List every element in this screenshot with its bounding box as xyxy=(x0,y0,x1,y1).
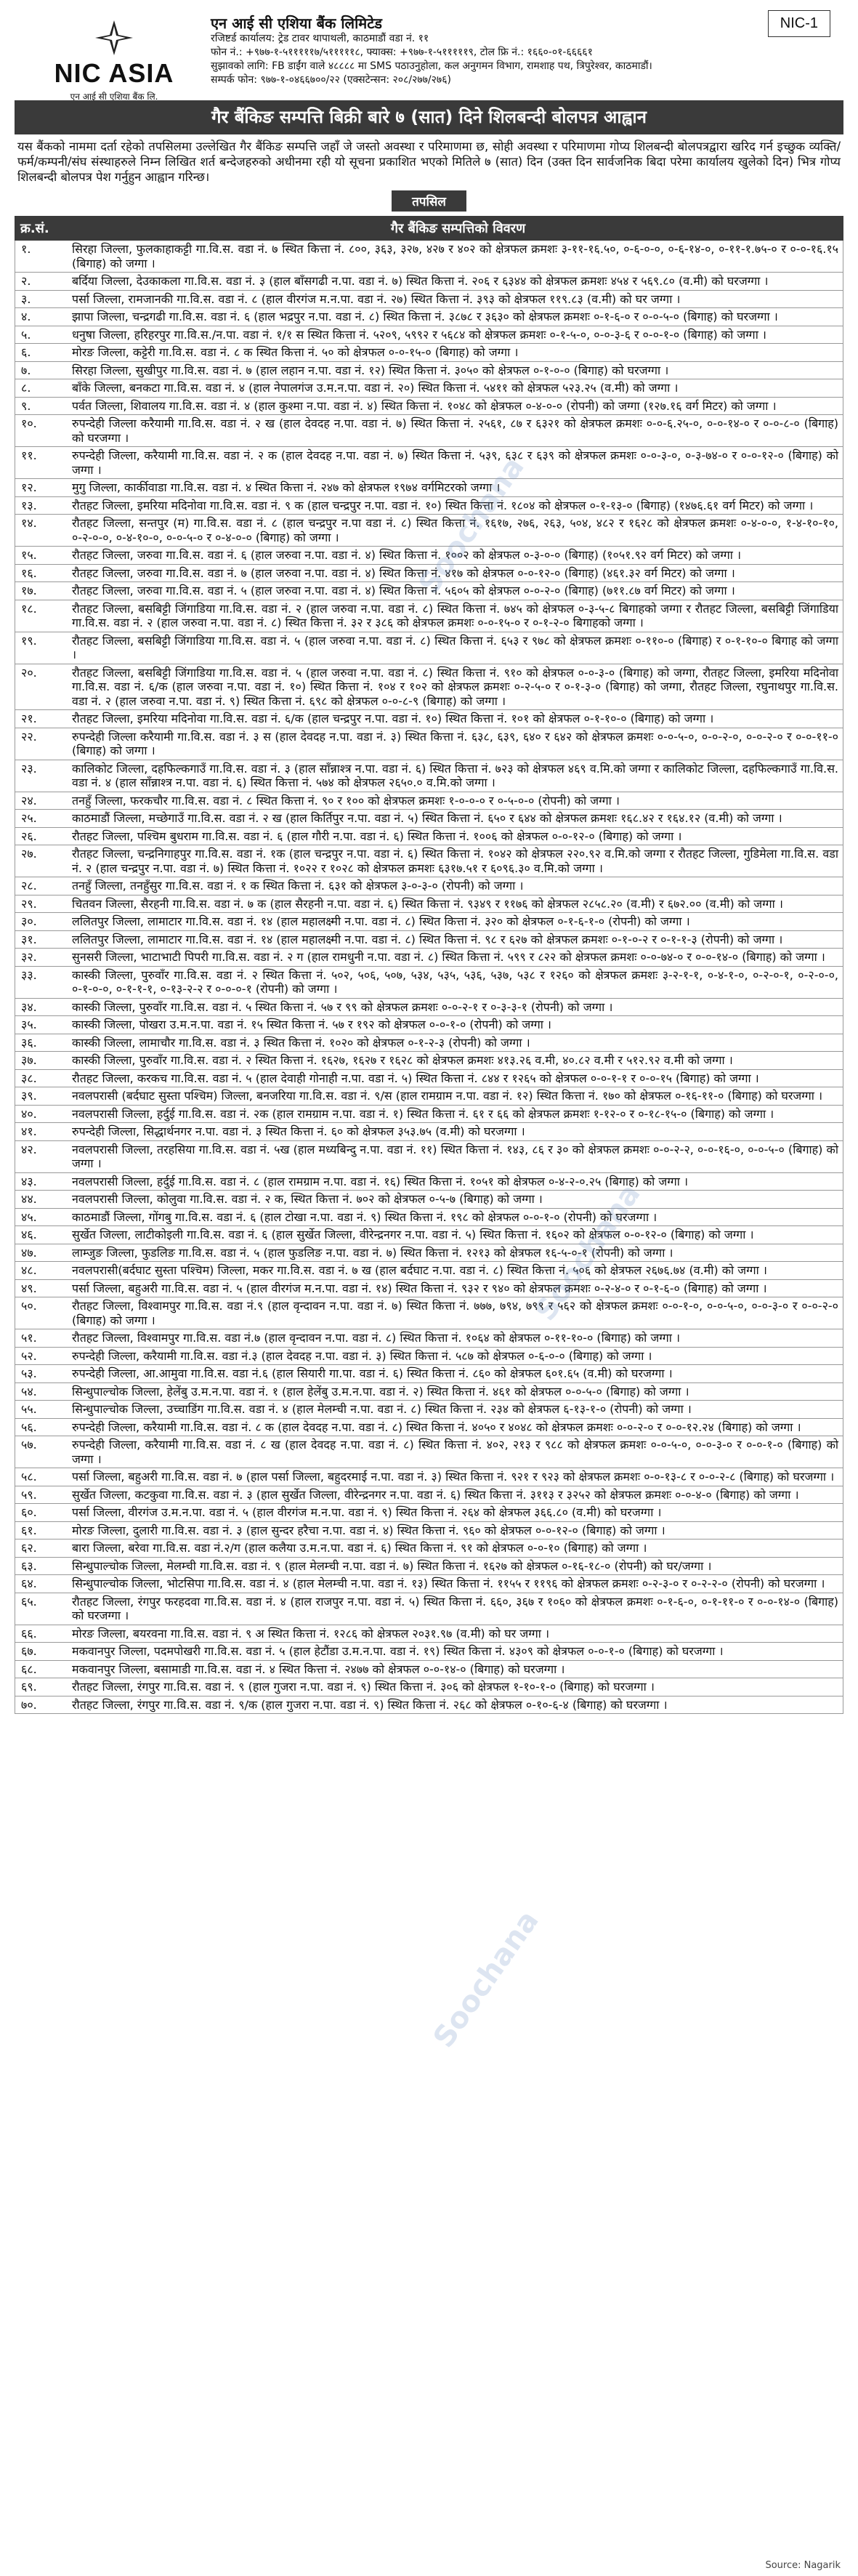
table-row xyxy=(15,447,843,479)
row-description: सिन्धुपाल्चोक जिल्ला, मेलम्ची गा.वि.स. वडा नं. ९ (हाल मेलम्ची न.पा. वडा नं. ७) स्थित कित्ता नं. १६२७ को क्षेत्रफल ०-१६-१८-० (रोपनी) को घर/जग्गा । xyxy=(72,1558,712,1573)
row-serial: ६७. xyxy=(21,1644,37,1658)
row-serial: ५९. xyxy=(21,1487,37,1502)
row-serial: २३. xyxy=(21,761,37,776)
logo xyxy=(45,19,183,102)
row-description: रौतहट जिल्ला, बसबिट्टी जिंगाडिया गा.वि.स. वडा नं. २ (हाल जरुवा न.पा. वडा नं. ८) स्थित कित्ता नं. ७४५ को क्षेत्रफल ०-३-५-८ बिगाहको जग्गा र रौतहट जिल्ला, बसबिट्टी जिंगाडिया गा.वि.स. वडा नं. २ (हाल जरुवा न.पा. वडा नं. ८) स्थित कित्ता नं. ३२ र ३८६ को क्षेत्रफल क्रमशः ०-०-१५-० र ०-१-२-० बिगाहको जग्गा । xyxy=(72,601,838,629)
row-serial: ३१. xyxy=(21,932,37,946)
row-description: सिरहा जिल्ला, फुलकाहाकट्टी गा.वि.स. वडा नं. ७ स्थित कित्ता नं. ८००, ३६३, ३२७, ४२७ र ४०२ को क्षेत्रफल क्रमशः ३-११-१६.५०, ०-६-०-०, ०-६-१४-०, ०-११-१.७५-० र ०-०-१६.१५ (बिगाह) को जग्गा । xyxy=(72,242,838,270)
row-serial: २२. xyxy=(21,729,37,744)
row-description: पर्सा जिल्ला, बहुअरी गा.वि.स. वडा नं. ५ (हाल वीरगंज म.न.पा. वडा नं. १४) स्थित कित्ता नं. ९३२ र ९४० को क्षेत्रफल क्रमशः ०-२-४-० र ०-१-६-० (बिगाह) को जग्गा । xyxy=(72,1281,767,1295)
row-serial: १४. xyxy=(21,516,37,530)
table-row xyxy=(15,1558,843,1576)
table-row xyxy=(15,1123,843,1141)
bank-phone: सम्पर्क फोन: ९७७-१-०४६६७००/२२ (एक्सटेन्सन: २०८/२७७/२७६) xyxy=(211,74,451,86)
row-description: मोरङ जिल्ला, कट्टेरी गा.वि.स. वडा नं. ८ क स्थित कित्ता नं. ५० को क्षेत्रफल ०-०-१५-० (बिगाह) को जग्गा । xyxy=(72,345,519,359)
table-row xyxy=(15,1348,843,1366)
row-description: नवलपरासी (बर्दघाट सुस्ता पश्चिम) जिल्ला, बनजरिया गा.वि.स. वडा नं. ९/स (हाल रामग्राम न.पा. वडा नं. १२) स्थित कित्ता नं. १७० को क्षेत्रफल ०-१६-११-० (बिगाह) को घरजग्गा । xyxy=(72,1089,823,1103)
row-serial: १७. xyxy=(21,584,37,597)
row-serial: २१. xyxy=(21,712,37,725)
row-serial: ५४. xyxy=(21,1384,37,1398)
table-row xyxy=(15,582,843,600)
row-description: धनुषा जिल्ला, हरिहरपुर गा.वि.स./न.पा. वडा नं. १/१ स स्थित कित्ता नं. ५२०९, ५९९२ र ५६८४ को क्षेत्रफल क्रमशः ०-१-५-०, ०-०-३-६ र ०-०-१-० (बिगाह) को जग्गा । xyxy=(72,327,766,342)
row-description: बारा जिल्ला, बरेवा गा.वि.स. वडा नं.२/ग (हाल कलैया उ.म.न.पा. वडा नं. ६) स्थित कित्ता नं. ९१ को क्षेत्रफल ०-०-१० (बिगाह) को जग्गा । xyxy=(72,1541,647,1555)
table-row xyxy=(15,999,843,1017)
row-serial: २४. xyxy=(21,793,37,808)
row-serial: ४०. xyxy=(21,1106,37,1121)
row-serial: ५२. xyxy=(21,1348,37,1363)
table-row xyxy=(15,479,843,497)
row-description: रुपन्देही जिल्ला, करैयामी गा.वि.स. वडा नं.३ (हाल देवदह न.पा. वडा नं. ३) स्थित कित्ता नं. ५८७ को क्षेत्रफल ०-६-०-० (बिगाह) को जग्गा । xyxy=(72,1348,652,1363)
row-serial: ११. xyxy=(21,448,37,462)
row-description: नवलपरासी जिल्ला, तरहसिया गा.वि.स. वडा नं. ५ख (हाल मध्यबिन्दु न.पा. वडा नं. ११) स्थित कित्ता नं. १४३, ८६ र ३० को क्षेत्रफल क्रमशः ०-०-२-२, ०-०-१६-०, ०-०-५-० (बिगाह) को जग्गा । xyxy=(72,1142,838,1170)
intro-paragraph: यस बैंकको नाममा दर्ता रहेको तपसिलमा उल्लेखित गैर बैंकिङ सम्पत्ति जहाँ जे जस्तो अवस्था र परिमाणमा छ, सोही अवस्था र परिमाणमा गोप्य शिलबन्दी बोलपत्रद्वारा खरिद गर्न इच्छुक व्यक्ति/फर्म/कम्पनी/संघ संस्थाहरुले निम्न लिखित शर्त बन्देजहरुको अधीनमा रही यो सूचना प्रकाशित भएको मितिले ७ (सात) दिन (उक्त दिन सार्वजनिक बिदा परेमा कार्यालय खुलेको दिन) भित्र गोप्य शिलबन्दी बोलपत्र पेश गर्नुहुन आह्वान गरिन्छ। xyxy=(17,140,841,184)
row-serial: ५०. xyxy=(21,1299,37,1313)
table-row xyxy=(15,326,843,345)
row-description: बर्दिया जिल्ला, देउकाकला गा.वि.स. वडा नं. ३ (हाल बाँसगढी न.पा. वडा नं. ७) स्थित कित्ता नं. २०६ र ६३४४ को क्षेत्रफल क्रमशः ४५४ र ५६९.८० (व.मी) को घरजग्गा । xyxy=(72,274,769,288)
notice-title: गैर बैंकिङ सम्पत्ति बिक्री बारे ७ (सात) दिने शिलबन्दी बोलपत्र आह्वान xyxy=(15,100,843,134)
table-row xyxy=(15,273,843,291)
table-row xyxy=(15,1401,843,1419)
row-description: रौतहट जिल्ला, सन्तपुर (म) गा.वि.स. वडा नं. ८ (हाल चन्द्रपुर न.पा वडा नं. ८) स्थित कित्ता नं. १६१७, २७६, २६३, ५०४, ४८२ र १६२८ को क्षेत्रफल क्रमशः ०-४-०-०, १-४-१०-१०, ०-२-०-०, ०-४-१०-०, ०-०-५-० र ०-४-०-० (बिगाह) को जग्गा । xyxy=(72,516,838,544)
row-description: रौतहट जिल्ला, विश्वामपुर गा.वि.स. वडा नं.७ (हाल वृन्दावन न.पा. वडा नं. ८) स्थित कित्ता नं. १०६४ को क्षेत्रफल ०-११-१०-० (बिगाह) को जग्गा । xyxy=(72,1331,681,1345)
table-row xyxy=(15,1468,843,1486)
row-serial: ३८. xyxy=(21,1071,37,1085)
row-description: झापा जिल्ला, चन्द्रगढी गा.वि.स. वडा नं. ६ (हाल भद्रपुर न.पा. वडा नं. ८) स्थित कित्ता नं. ३८७८ र ३६३० को क्षेत्रफल क्रमशः ०-१-६-० र ०-०-५-० (बिगाह) को घरजग्गा । xyxy=(72,310,778,323)
row-description: काठमाडौं जिल्ला, गोंगबु गा.वि.स. वडा नं. ६ (हाल टोखा न.पा. वडा नं. ९) स्थित कित्ता नं. १९८ को क्षेत्रफल ०-०-१-० (रोपनी) को घरजग्गा । xyxy=(72,1209,657,1224)
row-description: मोरङ जिल्ला, बयरवना गा.वि.स. वडा नं. ९ अ स्थित कित्ता नं. १२८६ को क्षेत्रफल २०३१.९७ (व.मी) को घर जग्गा । xyxy=(72,1626,550,1641)
row-description: रौतहट जिल्ला, इमरिया मदिनोवा गा.वि.स. वडा नं. ६/क (हाल चन्द्रपुर न.पा. वडा नं. १०) स्थित कित्ता नं. १०१ को क्षेत्रफल ०-१-१०-० (बिगाह) को जग्गा । xyxy=(72,712,714,725)
row-serial: ६२. xyxy=(21,1541,37,1555)
row-serial: ३४. xyxy=(21,999,37,1014)
row-serial: ५५. xyxy=(21,1402,37,1416)
row-description: काठमाडौं जिल्ला, मच्छेगाउँ गा.वि.स. वडा नं. २ ख (हाल किर्तिपुर न.पा. वडा नं. ५) स्थित कित्ता नं. ६५० र ६४४ को क्षेत्रफल क्रमशः १६८.४२ र १६४.१२ (व.मी) को जग्गा । xyxy=(72,811,782,825)
row-serial: १५. xyxy=(21,548,37,562)
row-serial: ४९. xyxy=(21,1281,37,1295)
row-serial: ६८. xyxy=(21,1662,37,1676)
table-row xyxy=(15,1106,843,1124)
logo-text: NIC ASIA xyxy=(54,58,174,88)
row-serial: ६०. xyxy=(21,1505,37,1519)
table-row xyxy=(15,1052,843,1070)
table-row xyxy=(15,1016,843,1034)
table-row xyxy=(15,291,843,309)
row-description: सुर्खेत जिल्ला, कटकुवा गा.वि.स. वडा नं. ३ (हाल सुर्खेत जिल्ला, वीरेन्द्रनगर न.पा. वडा नं. ६) स्थित कित्ता नं. ३११३ र ३२५२ को क्षेत्रफल क्रमशः ०-०-४-० (बिगाह) को जग्गा । xyxy=(72,1487,799,1502)
row-description: नवलपरासी जिल्ला, हर्दुई गा.वि.स. वडा नं. २क (हाल रामग्राम न.पा. वडा नं. १) स्थित कित्ता नं. ६१ र ६६ को क्षेत्रफल क्रमशः १-१२-० र ०-१८-१५-० (बिगाह) को जग्गा । xyxy=(72,1106,774,1121)
table-row xyxy=(15,515,843,547)
row-serial: ५६. xyxy=(21,1420,37,1434)
row-description: मकवानपुर जिल्ला, बसामाडी गा.वि.स. वडा नं. ४ स्थित कित्ता नं. २४७७ को क्षेत्रफल ०-०-१४-० (बिगाह) को घरजग्गा । xyxy=(72,1662,565,1676)
table-row xyxy=(15,845,843,877)
bank-social: सुझावको लागि: FB डाईंग वाले ४८८८८ मा SMS पठाउनुहोला, कल अनुगमन विभाग, रामशाह पथ, त्रिपुरेश्वर, काठमाडौं। xyxy=(211,60,652,72)
table-row xyxy=(15,1365,843,1383)
row-serial: ३७. xyxy=(21,1053,37,1067)
watermark: Soochana xyxy=(426,1904,546,2054)
col-sn-header: क्र.सं. xyxy=(20,221,49,236)
row-serial: १०. xyxy=(21,416,37,430)
table-row xyxy=(15,1141,843,1173)
row-serial: ३९. xyxy=(21,1089,37,1103)
row-serial: ३. xyxy=(21,291,31,306)
table-row xyxy=(15,1678,843,1696)
row-serial: ६. xyxy=(21,345,31,359)
table-row xyxy=(15,1696,843,1715)
table-row xyxy=(15,1070,843,1088)
row-serial: ४४. xyxy=(21,1192,37,1206)
row-description: मकवानपुर जिल्ला, पदमपोखरी गा.वि.स. वडा नं. ५ (हाल हेटौंडा उ.म.न.पा. वडा नं. १९) स्थित कित्ता नं. ४३०९ को क्षेत्रफल ०-०-१-० (बिगाह) को घरजग्गा । xyxy=(72,1644,724,1658)
table-row xyxy=(15,1575,843,1593)
row-serial: ४६. xyxy=(21,1228,37,1241)
table-row xyxy=(15,664,843,711)
row-description: पर्सा जिल्ला, रामजानकी गा.वि.स. वडा नं. ८ (हाल वीरगंज म.न.पा. वडा नं. २७) स्थित कित्ता नं. ३९३ को क्षेत्रफल ११९.८३ (व.मी) को घर जग्गा । xyxy=(72,291,681,306)
row-description: चितवन जिल्ला, सैरहनी गा.वि.स. वडा नं. ७ क (हाल सैरहनी न.पा. वडा नं. ६) स्थित कित्ता नं. ९३४९ र ११७६ को क्षेत्रफल २८५८.२० (व.मी) र ६७२.०० (व.मी) को जग्गा । xyxy=(72,896,783,911)
row-description: रौतहट जिल्ला, रंगपुर गा.वि.स. वडा नं. ९/क (हाल गुजरा न.पा. वडा नं. ९) स्थित कित्ता नं. २६८ को क्षेत्रफल ०-१०-६-४ (बिगाह) को घरजग्गा । xyxy=(72,1697,668,1712)
row-description: सिन्धुपाल्चोक जिल्ला, उच्चाडिंग गा.वि.स. वडा नं. ४ (हाल मेलम्ची न.पा. वडा नं. ८) स्थित कित्ता नं. २३४ को क्षेत्रफल ६-१३-१-० (रोपनी) को जग्गा । xyxy=(72,1402,692,1416)
table-row xyxy=(15,1504,843,1522)
table-row xyxy=(15,1522,843,1540)
row-description: रुपन्देही जिल्ला, सिद्धार्थनगर न.पा. वडा नं. ३ स्थित कित्ता नं. ६० को क्षेत्रफल ३५३.७५ (व.मी) को घरजग्गा । xyxy=(72,1124,525,1138)
table-row xyxy=(15,949,843,967)
row-serial: ४७. xyxy=(21,1245,37,1260)
notice-id: NIC-1 xyxy=(768,10,830,37)
row-description: नवलपरासी जिल्ला, हर्दुई गा.वि.स. वडा नं. ८ (हाल रामग्राम न.पा. वडा नं. १६) स्थित कित्ता नं. १०५१ को क्षेत्रफल ०-४-२-०.२५ (बिगाह) को जग्गा । xyxy=(72,1174,689,1188)
row-description: सिन्धुपाल्चोक जिल्ला, भोटसिपा गा.वि.स. वडा नं. ४ (हाल मेलम्ची न.पा. वडा नं. १३) स्थित कित्ता नं. ११५५ र ११९६ को क्षेत्रफल क्रमशः ०-२-३-० र ०-२-२-० (रोपनी) को घरजग्गा । xyxy=(72,1577,825,1590)
table-row xyxy=(15,1244,843,1263)
row-serial: १२. xyxy=(21,480,37,494)
table-row xyxy=(15,792,843,810)
table-row xyxy=(15,895,843,914)
table-row xyxy=(15,1486,843,1505)
table-row xyxy=(15,760,843,792)
row-serial: ५८. xyxy=(21,1470,37,1484)
table-row xyxy=(15,1034,843,1052)
row-serial: १८. xyxy=(21,601,37,616)
row-description: मुगु जिल्ला, कार्कीवाडा गा.वि.स. वडा नं. ४ स्थित कित्ता नं. २४७ को क्षेत्रफल १९७४ वर्गमिटरको जग्गा । xyxy=(72,480,501,494)
bank-name: एन आई सी एशिया बैंक लिमिटेड xyxy=(211,15,382,32)
row-serial: ६५. xyxy=(21,1594,37,1609)
row-description: रौतहट जिल्ला, रंगपुर गा.वि.स. वडा नं. ९ (हाल गुजरा न.पा. वडा नं. ९) स्थित कित्ता नं. ३०६ को क्षेत्रफल १-१०-१-० (बिगाह) को घरजग्गा । xyxy=(72,1680,655,1694)
row-serial: ७. xyxy=(21,363,31,377)
row-description: ललितपुर जिल्ला, लामाटार गा.वि.स. वडा नं. १४ (हाल महालक्ष्मी न.पा. वडा नं. ८) स्थित कित्ता नं. ३२० को क्षेत्रफल ०-१-६-१-० (रोपनी) को जग्गा । xyxy=(72,914,690,928)
row-description: नवलपरासी जिल्ला, कोलुवा गा.वि.स. वडा नं. २ क, स्थित कित्ता नं. ७०२ को क्षेत्रफल ०-५-७ (बिगाह) को जग्गा । xyxy=(72,1192,543,1206)
table-row xyxy=(15,379,843,398)
row-serial: ६४. xyxy=(21,1577,37,1590)
row-description: रौतहट जिल्ला, जरुवा गा.वि.स. वडा नं. ७ (हाल जरुवा न.पा. वडा नं. ४) स्थित कित्ता नं. ४१७ को क्षेत्रफल ०-०-१२-० (बिगाह) (४६१.३२ वर्ग मिटर) को जग्गा । xyxy=(72,565,735,580)
table-row xyxy=(15,810,843,828)
table-row xyxy=(15,710,843,728)
row-description: रौतहट जिल्ला, रंगपुर फरहदवा गा.वि.स. वडा नं. ४ (हाल राजपुर न.पा. वडा नं. ५) स्थित कित्ता नं. ६६०, ३६७ र १०६० को क्षेत्रफल क्रमशः ०-१-६-०, ०-१-११-० र ०-०-१४-० (बिगाह) को घरजग्गा । xyxy=(72,1594,838,1622)
table-row xyxy=(15,565,843,583)
row-serial: ४३. xyxy=(21,1174,37,1188)
row-description: पर्वत जिल्ला, शिवालय गा.वि.स. वडा नं. ४ (हाल कुश्मा न.पा. वडा नं. ४) स्थित कित्ता नं. १०४८ को क्षेत्रफल ०-४-०-० (रोपनी) को जग्गा (१२७.१६ वर्ग मिटर) को जग्गा । xyxy=(72,398,777,413)
row-description: कास्की जिल्ला, पुरुवाँर गा.वि.स. वडा नं. ५ स्थित कित्ता नं. ५७ र ९९ को क्षेत्रफल क्रमशः ०-०-२-१ र ०-३-३-१ (रोपनी) को जग्गा । xyxy=(72,999,613,1014)
row-description: रौतहट जिल्ला, बसबिट्टी जिंगाडिया गा.वि.स. वडा नं. ५ (हाल जरुवा न.पा. वडा नं. ८) स्थित कित्ता नं. ६५३ र ९७८ को क्षेत्रफल क्रमशः ०-११०-० (बिगाह) र ०-१-१०-० बिगाह को जग्गा । xyxy=(72,633,838,661)
row-serial: ५३. xyxy=(21,1367,37,1380)
table-row xyxy=(15,1209,843,1227)
row-description: कालिकोट जिल्ला, दहफिल्कगाउँ गा.वि.स. वडा नं. ३ (हाल साँन्नाश्त्र न.पा. वडा नं. ६) स्थित कित्ता नं. ७२३ को क्षेत्रफल ४६९ व.मि.को जग्गा र कालिकोट जिल्ला, दहफिल्कगाउँ गा.वि.स. वडा नं. ४ (हाल साँन्नाश्त्र न.पा. वडा नं. ६) स्थित कित्ता नं. ५७४ को क्षेत्रफल २६५०.० व.मि.को जग्गा । xyxy=(72,761,839,789)
schedule-label-wrap xyxy=(15,190,843,212)
row-serial: ५१. xyxy=(21,1331,37,1345)
row-serial: ४१. xyxy=(21,1124,37,1138)
row-description: कास्की जिल्ला, पोखरा उ.म.न.पा. वडा नं. १५ स्थित कित्ता नं. ५७ र १९२ को क्षेत्रफल ०-०-१-० (रोपनी) को जग्गा । xyxy=(72,1018,551,1031)
row-description: रौतहट जिल्ला, विश्वामपुर गा.वि.स. वडा नं.९ (हाल वृन्दावन न.पा. वडा नं. ७) स्थित कित्ता नं. ७७७, ७९४, ७९९ र ५६२ को क्षेत्रफल क्रमशः ०-०-१-०, ०-०-५-०, ०-०-३-० र ०-०-२-० (बिगाह) को जग्गा । xyxy=(72,1299,838,1327)
row-serial: १. xyxy=(21,242,31,256)
row-serial: ८. xyxy=(21,381,31,395)
table-row xyxy=(15,828,843,846)
row-description: रौतहट जिल्ला, बसबिट्टी जिंगाडिया गा.वि.स. वडा नं. ५ (हाल जरुवा न.पा. वडा नं. ८) स्थित कित्ता नं. ९१० को क्षेत्रफल ०-०-३-० (बिगाह) को जग्गा, रौतहट जिल्ला, इमरिया मदिनोवा गा.वि.स. वडा नं. ६/क (हाल जरुवा न.पा. वडा नं. १०) स्थित कित्ता नं. १०४ र १०२ को क्षेत्रफल क्रमशः ०-२-५-० र ०-१-३-० (बिगाह) को जग्गा, रौतहट जिल्ला, रघुनाथपुर गा.वि.स. वडा नं. २ (हाल जरुवा न.पा. वडा नं. ९) स्थित कित्ता नं. ६९८ को क्षेत्रफल ०-०-८-९ (बिगाह) को जग्गा । xyxy=(72,665,838,708)
row-serial: ६३. xyxy=(21,1558,37,1573)
row-description: नवलपरासी(बर्दघाट सुस्ता पश्चिम) जिल्ला, मकर गा.वि.स. वडा नं. ७ ख (हाल बर्दघाट न.पा. वडा नं. ८) स्थित कित्ता नं. ५०६ को क्षेत्रफल २६७६.७४ (व.मी) को जग्गा । xyxy=(72,1263,767,1277)
table-row xyxy=(15,1329,843,1348)
table-row xyxy=(15,1643,843,1661)
row-serial: १६. xyxy=(21,565,37,580)
watermark: Soochana xyxy=(528,1178,647,1327)
row-description: रौतहट जिल्ला, जरुवा गा.वि.स. वडा नं. ५ (हाल जरुवा न.पा. वडा नं. ४) स्थित कित्ता नं. ५६०५ को क्षेत्रफल ०-०-२-० (बिगाह) (७११.८७ वर्ग मिटर) को जग्गा । xyxy=(72,584,735,597)
schedule-label: तपसिल xyxy=(392,190,466,212)
row-description: रौतहट जिल्ला, करकच गा.वि.स. वडा नं. ५ (हाल देवाही गोनाही न.पा. वडा नं. ५) स्थित कित्ता नं. ८४४ र १२६५ को क्षेत्रफल ०-०-१-१ र ०-०-१५ (बिगाह) को जग्गा । xyxy=(72,1071,759,1085)
row-serial: ७०. xyxy=(21,1697,37,1712)
row-serial: ३०. xyxy=(21,914,37,928)
row-description: रौतहट जिल्ला, पश्चिम बुधराम गा.वि.स. वडा नं. ६ (हाल गौरी न.पा. वडा नं. ६) स्थित कित्ता नं. १००६ को क्षेत्रफल ०-०-१२-० (बिगाह) को जग्गा । xyxy=(72,829,682,843)
row-serial: ४८. xyxy=(21,1263,37,1277)
row-description: बाँके जिल्ला, बनकटा गा.वि.स. वडा नं. ४ (हाल नेपालगंज उ.म.न.पा. वडा नं. २०) स्थित कित्ता नं. ५४११ को क्षेत्रफल ५२३.२५ (व.मी) को जग्गा । xyxy=(72,381,679,395)
row-description: तनहुँ जिल्ला, फरकचौर गा.वि.स. वडा नं. ८ स्थित कित्ता नं. ९० र १०० को क्षेत्रफल क्रमशः १-०-०-० र ०-५-०-० (रोपनी) को जग्गा । xyxy=(72,793,620,808)
table-row xyxy=(15,1262,843,1280)
row-description: रुपन्देही जिल्ला, करैयामी गा.वि.स. वडा नं. २ क (हाल देवदह न.पा. वडा नं. ७) स्थित कित्ता नं. ५३९, ६३८ र ६३९ को क्षेत्रफल क्रमशः ०-०-३-०, ०-३-७४-० र ०-०-१२-० (बिगाह) को जग्गा । xyxy=(72,448,838,477)
nic-asia-logo-icon xyxy=(92,19,136,57)
row-serial: १३. xyxy=(21,498,37,512)
row-serial: २. xyxy=(21,274,31,288)
row-serial: ३३. xyxy=(21,967,37,982)
row-description: कास्की जिल्ला, पुरुवाँर गा.वि.स. वडा नं. २ स्थित कित्ता नं. ५०२, ५०६, ५०७, ५३४, ५३५, ५३६, ५३७, ५३८ र १२६० को क्षेत्रफल क्रमशः ३-२-१-१, ०-४-१-०, ०-२-०-१, ०-२-०-०, ०-१-०-०, ०-१-१-१, ०-१३-२-२ र ०-०-०-१ (रोपनी) को जग्गा । xyxy=(72,967,838,996)
table-row xyxy=(15,1383,843,1401)
row-description: रुपन्देही जिल्ला, करैयामी गा.वि.स. वडा नं. ८ ख (हाल देवदह न.पा. वडा नं. ८) स्थित कित्ता नं. ४०२, २१३ र ९८८ को क्षेत्रफल क्रमशः ०-०-५-०, ०-०-३-० र ०-०-१-० (बिगाह) को जग्गा । xyxy=(72,1438,838,1466)
table-row xyxy=(15,967,843,999)
row-description: पर्सा जिल्ला, वीरगंज उ.म.न.पा. वडा नं. ५ (हाल वीरगंज म.न.पा. वडा नं. ९) स्थित कित्ता नं. २६४ को क्षेत्रफल ३६६.८० (व.मी) को घरजग्गा । xyxy=(72,1505,662,1519)
table-row xyxy=(15,1226,843,1244)
table-row xyxy=(15,1593,843,1625)
table-row xyxy=(15,1436,843,1468)
row-serial: २७. xyxy=(21,847,37,861)
table-row xyxy=(15,497,843,515)
table-row xyxy=(15,1280,843,1298)
row-serial: ५. xyxy=(21,327,31,342)
table-header xyxy=(15,216,843,241)
row-serial: ३५. xyxy=(21,1018,37,1031)
row-serial: ३२. xyxy=(21,950,37,964)
table-row xyxy=(15,1191,843,1209)
table-row xyxy=(15,728,843,760)
row-description: रौतहट जिल्ला, इमरिया मदिनोवा गा.वि.स. वडा नं. ९ क (हाल चन्द्रपुर न.पा. वडा नं. १०) स्थित कित्ता नं. १८०४ को क्षेत्रफल ०-१-१३-० (बिगाह) (१४७६.६१ वर्ग मिटर) को जग्गा । xyxy=(72,498,814,512)
row-description: रौतहट जिल्ला, चन्द्रनिगाहपुर गा.वि.स. वडा नं. १क (हाल चन्द्रपुर न.पा. वडा नं. ६) स्थित कित्ता नं. १०४२ को क्षेत्रफल २२०.९२ व.मि.को जग्गा र रौतहट जिल्ला, गुडिमेला गा.वि.स. वडा नं. २ (हाल चन्द्रपुर न.पा. वडा नं. ७) स्थित कित्ता नं. १०२२ र १०२८ को क्षेत्रफल क्रमशः ६३१७.५१ र ६०९६.३० व.मि.को जग्गा । xyxy=(72,847,838,875)
row-serial: ४५. xyxy=(21,1209,37,1224)
table-row xyxy=(15,241,843,273)
row-description: रुपन्देही जिल्ला करैयामी गा.वि.स. वडा नं. २ ख (हाल देवदह न.पा. वडा नं. ७) स्थित कित्ता नं. २५६१, ८७ र ६३२१ को क्षेत्रफल क्रमशः ०-०-६.२५-०, ०-०-१४-० र ०-०-८-० (बिगाह) को घरजग्गा । xyxy=(72,416,838,445)
table-row xyxy=(15,913,843,931)
row-serial: ९. xyxy=(21,398,31,413)
table-row xyxy=(15,415,843,447)
row-description: ललितपुर जिल्ला, लामाटार गा.वि.स. वडा नं. १४ (हाल महालक्ष्मी न.पा. वडा नं. ८) स्थित कित्ता नं. ९८ र ६२७ को क्षेत्रफल क्रमशः ०-१-०-२ र ०-१-१-३ (रोपनी) को जग्गा । xyxy=(72,932,783,946)
table-row xyxy=(15,362,843,380)
table-row xyxy=(15,1625,843,1643)
row-description: लाम्जुङ जिल्ला, फुडलिङ गा.वि.स. वडा नं. ५ (हाल फुडलिङ न.पा. वडा नं. ७) स्थित कित्ता नं. १२१३ को क्षेत्रफल १६-५-०-१ (रोपनी) को जग्गा । xyxy=(72,1245,673,1260)
row-serial: ६९. xyxy=(21,1680,37,1694)
table-row xyxy=(15,1173,843,1191)
table-row xyxy=(15,344,843,362)
row-serial: ५७. xyxy=(21,1438,37,1452)
table-row xyxy=(15,931,843,949)
row-serial: ६६. xyxy=(21,1626,37,1641)
row-description: पर्सा जिल्ला, बहुअरी गा.वि.स. वडा नं. ७ (हाल पर्सा जिल्ला, बहुदरमाई न.पा. वडा नं. ३) स्थित कित्ता नं. ९२१ र ९२३ को क्षेत्रफल क्रमशः ०-०-१३-८ र ०-०-२-८ (बिगाह) को घरजग्गा । xyxy=(72,1470,835,1484)
row-serial: ४२. xyxy=(21,1142,37,1156)
table-row xyxy=(15,632,843,664)
table-row xyxy=(15,547,843,565)
row-description: कास्की जिल्ला, लामाचौर गा.वि.स. वडा नं. ३ स्थित कित्ता नं. १०२० को क्षेत्रफल ०-१-२-३ (रोपनी) को जग्गा । xyxy=(72,1035,530,1050)
logo-tagline: एन आई सी एशिया बैंक लि. xyxy=(70,92,158,102)
property-table xyxy=(15,241,843,1714)
row-serial: ३६. xyxy=(21,1035,37,1050)
bank-contact: फोन नं.: +९७७-१-५१११११७/५१११११८, फ्याक्स: +९७७-१-५१११११९, टोल फ्रि नं.: १६६०-०१-६६६६१ xyxy=(211,47,593,58)
row-serial: २६. xyxy=(21,829,37,843)
row-description: रुपन्देही जिल्ला करैयामी गा.वि.स. वडा नं. ३ स (हाल देवदह न.पा. वडा नं. ३) स्थित कित्ता नं. ६३८, ६३९, ६४० र ६४२ को क्षेत्रफल क्रमशः ०-०-५-०, ०-०-२-०, ०-०-२-० र ०-०-११-० (बिगाह) को जग्गा । xyxy=(72,729,838,757)
row-description: मोरङ जिल्ला, दुलारी गा.वि.स. वडा नं. ३ (हाल सुन्दर हरैचा न.पा. वडा नं. ४) स्थित कित्ता नं. ९६० को क्षेत्रफल ०-०-१२-० (बिगाह) को जग्गा । xyxy=(72,1523,665,1537)
table-row xyxy=(15,398,843,416)
row-serial: २९. xyxy=(21,896,37,911)
row-description: रुपन्देही जिल्ला, आ.आमुवा गा.वि.स. वडा नं.६ (हाल सियारी गा.पा. वडा नं. ६) स्थित कित्ता नं. ८६० को क्षेत्रफल ६०१.६५ (व.मी) को घरजग्गा । xyxy=(72,1367,673,1380)
row-description: कास्की जिल्ला, पुरुवाँर गा.वि.स. वडा नं. २ स्थित कित्ता नं. १६२७, १६२७ र १६२८ को क्षेत्रफल क्रमशः ४१३.२६ व.मी, ४०.८२ व.मी र ५१२.९२ व.मी को जग्गा । xyxy=(72,1053,733,1067)
table-row xyxy=(15,1661,843,1679)
row-description: सुनसरी जिल्ला, भाटाभाटी पिपरी गा.वि.स. वडा नं. २ ग (हाल रामधुनी न.पा. वडा नं. ८) स्थित कित्ता नं. ५९९ र ८२२ को क्षेत्रफल क्रमशः ०-०-७४-० र ०-०-१४-० (बिगाह) को जग्गा । xyxy=(72,950,825,964)
bank-address: रजिष्टर्ड कार्यालय: ट्रेड टावर थापाथली, काठमाडौं वडा नं. ११ xyxy=(211,33,429,44)
row-description: रुपन्देही जिल्ला, करैयामी गा.वि.स. वडा नं. ८ क (हाल देवदह न.पा. वडा नं. ८) स्थित कित्ता नं. ४०५० र ४०४८ को क्षेत्रफल क्रमशः ०-०-२-० र ०-०-१२.२४ (बिगाह) को जग्गा । xyxy=(72,1420,801,1434)
table-row xyxy=(15,308,843,326)
row-serial: २०. xyxy=(21,665,37,680)
table-row xyxy=(15,877,843,895)
table-row xyxy=(15,1419,843,1437)
row-description: सिरहा जिल्ला, सुखीपुर गा.वि.स. वडा नं. ७ (हाल लहान न.पा. वडा नं. १२) स्थित कित्ता नं. ३०५० को क्षेत्रफल ०-१-०-० (बिगाह) को घरजग्गा । xyxy=(72,363,669,377)
watermark: Soochana xyxy=(412,451,531,600)
row-description: सिन्धुपाल्चोक जिल्ला, हेलेंबु उ.म.न.पा. वडा नं. १ (हाल हेलेंबु उ.म.न.पा. वडा नं. २) स्थित कित्ता नं. ४६१ को क्षेत्रफल ०-०-५-० (बिगाह) को जग्गा । xyxy=(72,1384,689,1398)
header xyxy=(15,10,843,102)
col-desc-header: गैर बैंकिङ सम्पत्तिको विवरण xyxy=(390,221,526,236)
row-description: सुर्खेत जिल्ला, लाटीकोइली गा.वि.स. वडा नं. ६ (हाल सुर्खेत जिल्ला, वीरेन्द्रनगर न.पा. वडा नं. ५) स्थित कित्ता नं. १६०२ को क्षेत्रफल ०-०-१२-० (बिगाह) को जग्गा । xyxy=(72,1228,754,1241)
row-serial: ४. xyxy=(21,310,31,323)
row-serial: २५. xyxy=(21,811,37,825)
row-description: रौतहट जिल्ला, जरुवा गा.वि.स. वडा नं. ६ (हाल जरुवा न.पा. वडा नं. ४) स्थित कित्ता नं. १००२ को क्षेत्रफल ०-३-०-० (बिगाह) (१०५१.९२ वर्ग मिटर) को जग्गा । xyxy=(72,548,742,562)
row-serial: २८. xyxy=(21,879,37,893)
table-row xyxy=(15,600,843,632)
row-description: तनहुँ जिल्ला, तनहुँसुर गा.वि.स. वडा नं. १ क स्थित कित्ता नं. ६३१ को क्षेत्रफल ३-०-३-० (रोपनी) को जग्गा । xyxy=(72,879,524,893)
bank-info xyxy=(211,15,734,87)
table-row xyxy=(15,1297,843,1329)
row-serial: १९. xyxy=(21,633,37,648)
source-credit: Source: Nagarik xyxy=(765,2560,841,2571)
table-row xyxy=(15,1087,843,1106)
row-serial: ६१. xyxy=(21,1523,37,1537)
table-row xyxy=(15,1539,843,1558)
